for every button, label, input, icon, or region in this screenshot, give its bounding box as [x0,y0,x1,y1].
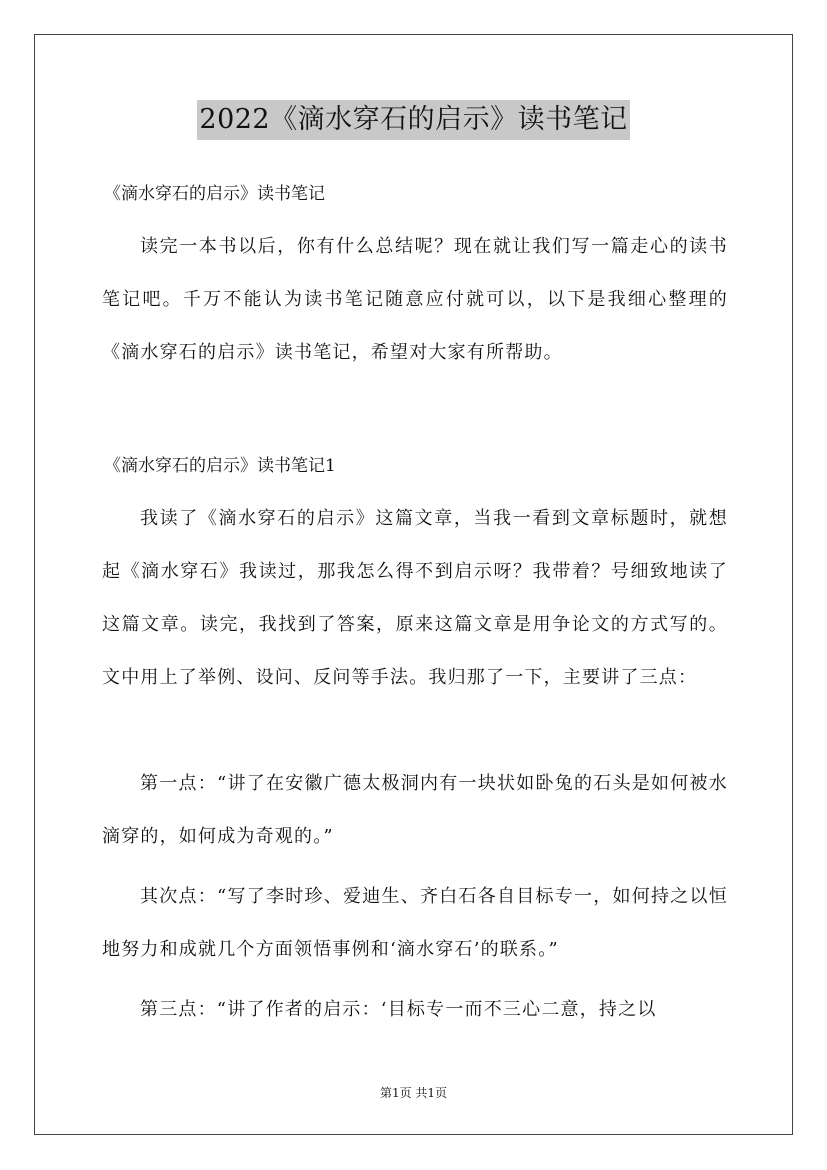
body-paragraph-4: 第三点：“讲了作者的启示：‘目标专一而不三心二意，持之以 [140,999,657,1020]
intro-paragraph: 读完一本书以后，你有什么总结呢？现在就让我们写一篇走心的读书笔记吧。千万不能认为读书笔记随意应付就可以，以下是我细心整理的《滴水穿石的启示》读书笔记，希望对大家有所帮助。 [102,236,728,363]
section-heading-main: 《滴水穿石的启示》读书笔记 [104,184,325,204]
document-title: 2022《滴水穿石的启示》读书笔记 [197,100,629,140]
body-paragraph-2: 第一点：“讲了在安徽广德太极洞内有一块状如卧兔的石头是如何被水滴穿的，如何成为奇观的。” [102,773,728,847]
title-area [0,100,827,140]
body-paragraph-1: 我读了《滴水穿石的启示》这篇文章，当我一看到文章标题时，就想起《滴水穿石》我读过，那我怎么得不到启示呀？我带着？号细致地读了这篇文章。读完，我找到了答案，原来这篇文章是用争论文的方式写的。文中用上了举例、设问、反问等手法。我归那了一下，主要讲了三点： [102,508,728,688]
body-paragraph-3: 其次点：“写了李时珍、爱迪生、齐白石各自目标专一，如何持之以恒地努力和成就几个方面领悟事例和‘滴水穿石’的联系。” [102,886,728,960]
section-heading-1: 《滴水穿石的启示》读书笔记1 [104,456,336,476]
page-footer: 第1页 共1页 [379,1086,448,1100]
